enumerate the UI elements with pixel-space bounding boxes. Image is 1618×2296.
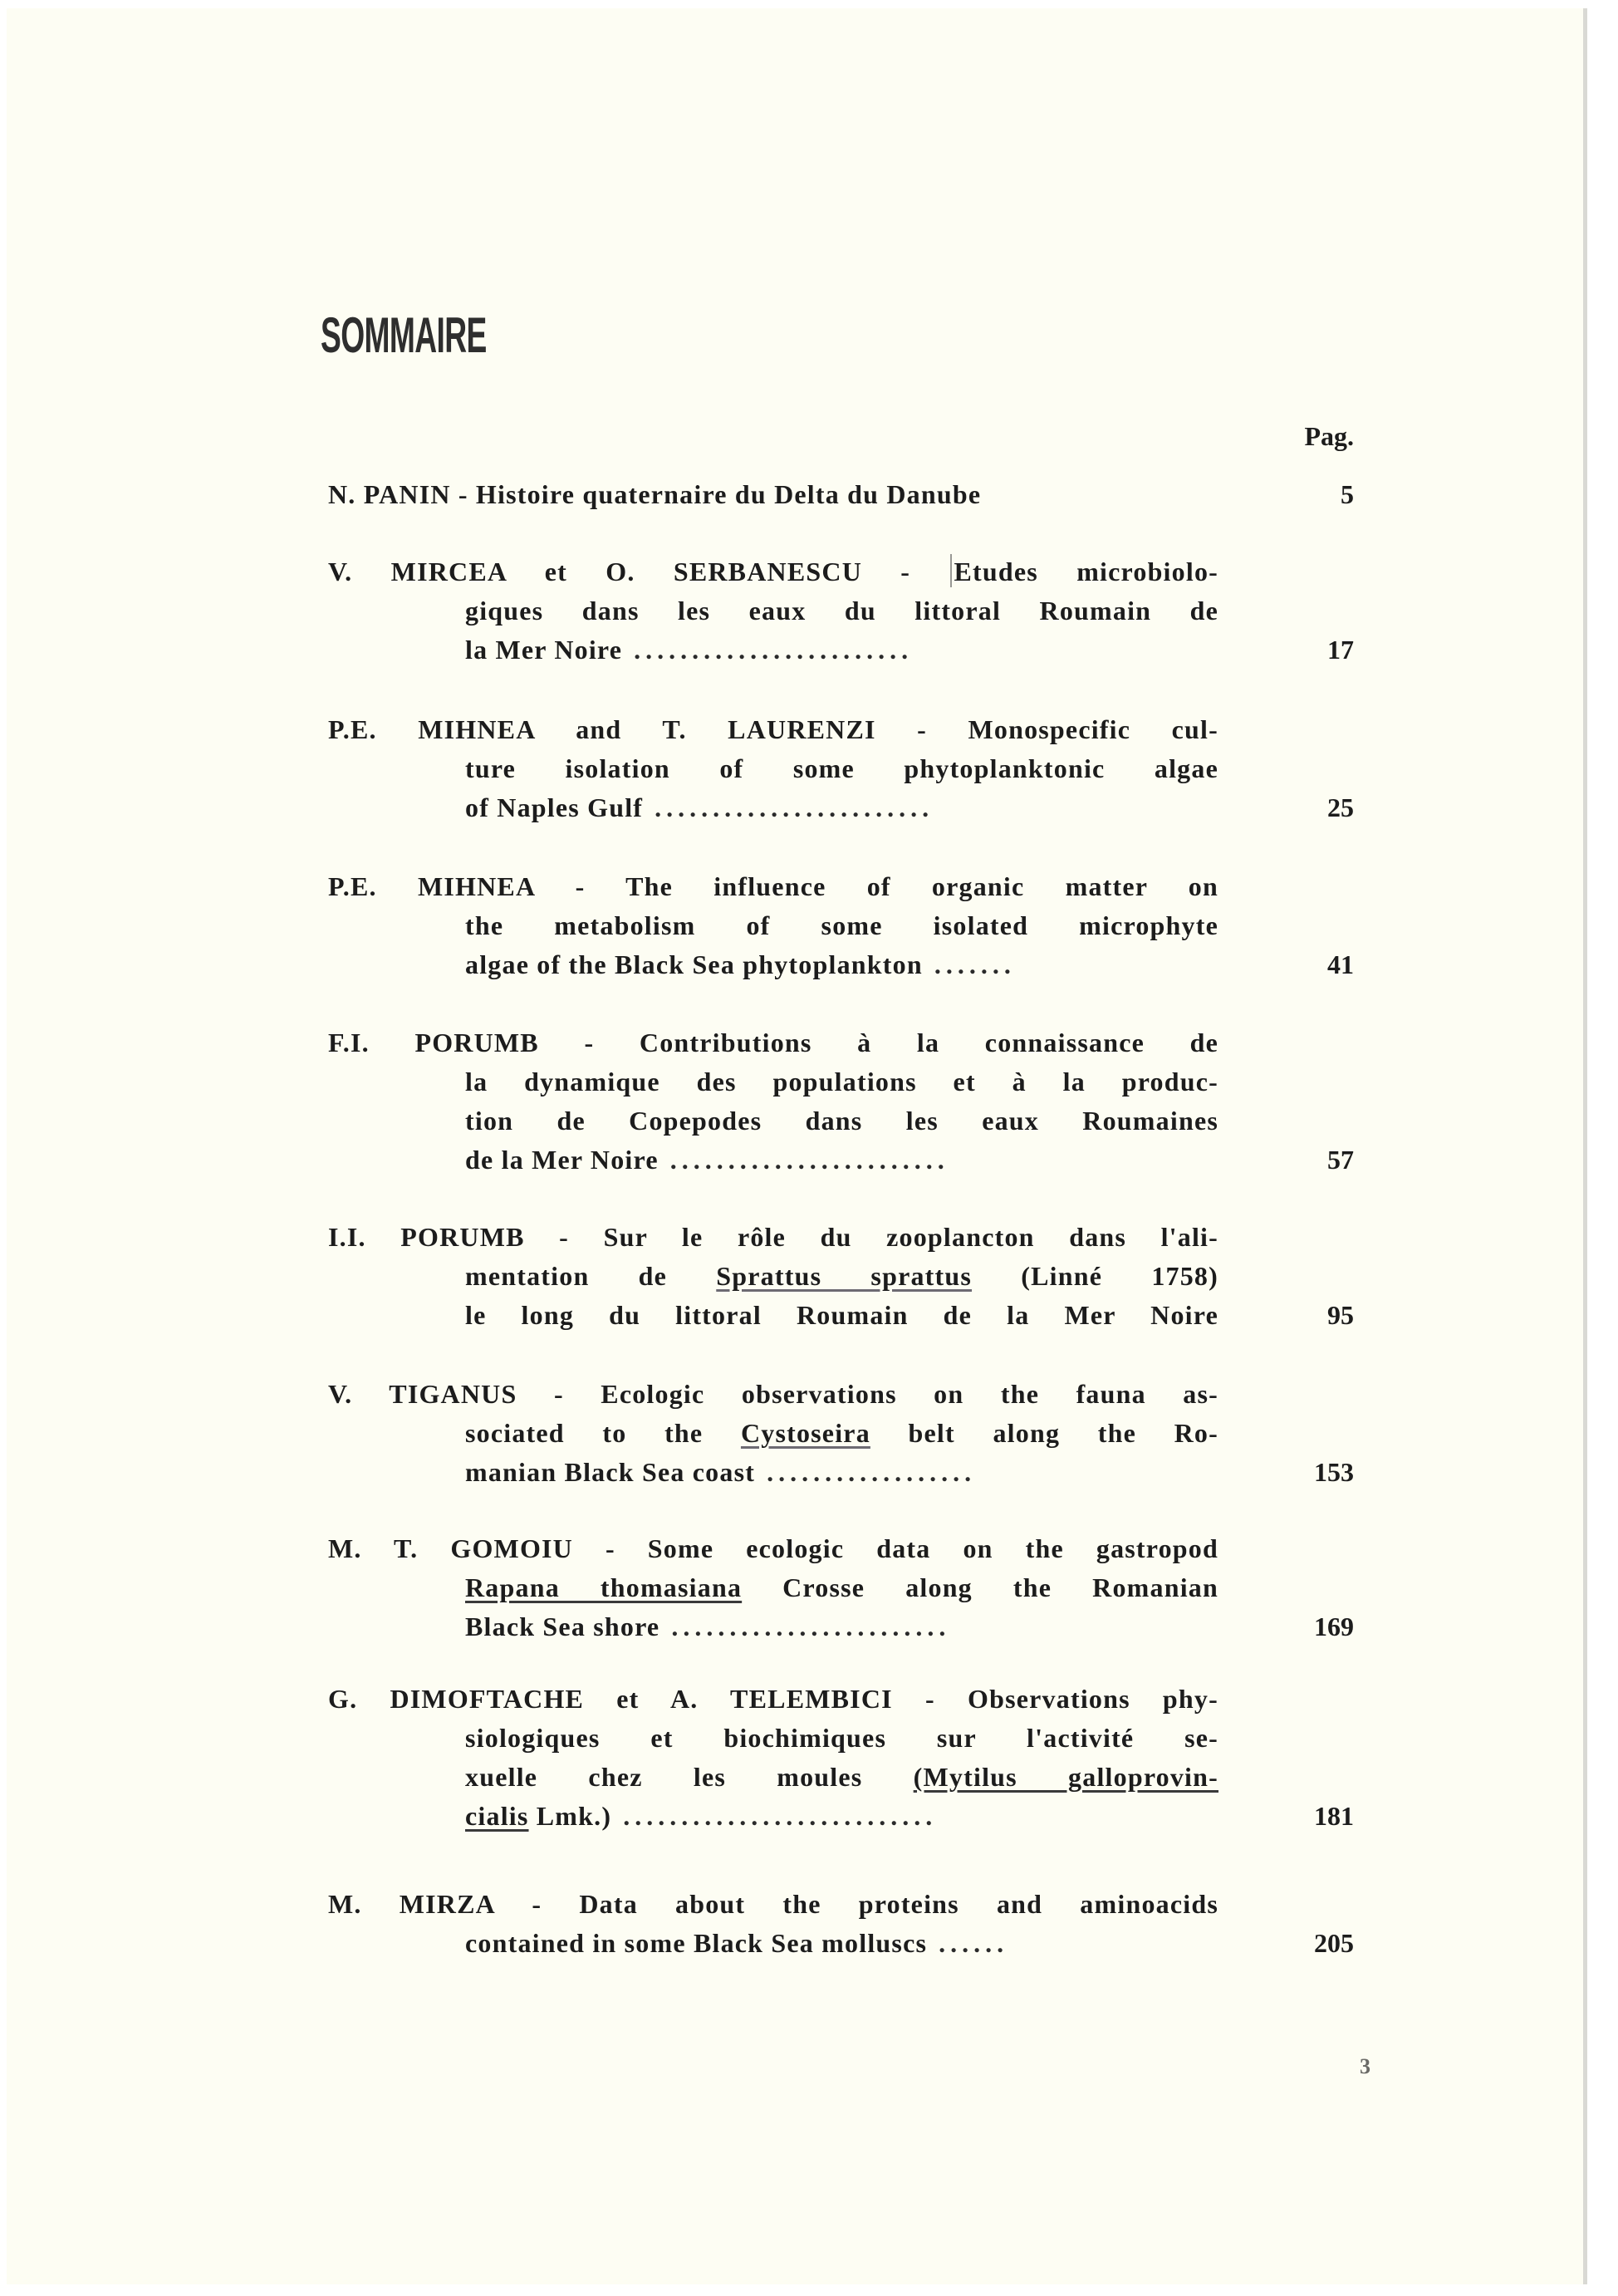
- toc-entry-page: 205: [1314, 1928, 1354, 1958]
- toc-entry-line: [465, 1453, 1218, 1492]
- title-text: mentation de: [465, 1261, 668, 1291]
- toc-entry-line: [465, 1257, 1218, 1296]
- toc-entry-line: la dynamique des populations et à la produc-: [465, 1067, 1218, 1096]
- species-name: Sprattus sprattus: [716, 1261, 973, 1291]
- toc-entry-line: [465, 1924, 1218, 1963]
- title-text: Etudes microbiolo-: [954, 557, 1218, 586]
- toc-entry-line: V. TIGANUS - Ecologic observations on the fauna as-: [328, 1379, 1218, 1409]
- toc-entry-line: [465, 1141, 1218, 1180]
- title-text: Crosse along the Romanian: [782, 1572, 1218, 1602]
- toc-entry-page: 95: [1327, 1300, 1354, 1330]
- toc-entry-line: [465, 1758, 1218, 1797]
- toc-entry-page: 25: [1327, 792, 1354, 822]
- toc-entry-line: ture isolation of some phytoplanktonic algae: [465, 753, 1218, 783]
- toc-entry-line: M. MIRZA - Data about the proteins and aminoacids: [328, 1889, 1218, 1919]
- toc-entry-line: the metabolism of some isolated microphyte: [465, 910, 1218, 940]
- toc-entry-page: 153: [1314, 1457, 1354, 1487]
- page-title: SOMMAIRE: [321, 307, 487, 363]
- scan-mark: [950, 554, 952, 587]
- title-text: la Mer Noire: [465, 635, 623, 665]
- toc-entry[interactable]: [328, 1885, 1354, 1963]
- title-text: de la Mer Noire: [465, 1145, 659, 1175]
- toc-entry-line: [465, 1797, 1218, 1836]
- title-text: of Naples Gulf: [465, 792, 644, 822]
- title-text: manian Black Sea coast: [465, 1457, 756, 1487]
- dot-leader: ........................: [655, 792, 934, 822]
- toc-entry-line: [465, 1607, 1218, 1646]
- toc-entry[interactable]: [328, 552, 1354, 670]
- toc-entry[interactable]: [328, 1529, 1354, 1646]
- dot-leader: ......: [939, 1928, 1009, 1958]
- page-number: 3: [1360, 2054, 1370, 2078]
- toc-entry-text: N. PANIN - Histoire quaternaire du Delta du Danube: [328, 479, 982, 509]
- toc-entry-line: [465, 630, 1218, 670]
- toc-entry-line: P.E. MIHNEA and T. LAURENZI - Monospecific cul-: [328, 714, 1218, 744]
- toc-entry[interactable]: [328, 710, 1354, 827]
- toc-entry-line: F.I. PORUMB - Contributions à la connaissance de: [328, 1028, 1218, 1057]
- toc-entry[interactable]: [328, 1023, 1354, 1180]
- dot-leader: ...........................: [623, 1801, 938, 1831]
- dot-leader: .......: [934, 949, 1016, 979]
- author-text: V. MIRCEA et O. SERBANESCU -: [328, 557, 911, 586]
- toc-entry[interactable]: [328, 867, 1354, 984]
- dot-leader: ........................: [634, 635, 914, 665]
- toc-entry-line: G. DIMOFTACHE et A. TELEMBICI - Observations phy-: [328, 1684, 1218, 1714]
- dot-leader: ..................: [767, 1457, 977, 1487]
- dot-leader: ........................: [671, 1612, 951, 1641]
- page-column-header: Pag.: [1304, 421, 1354, 451]
- title-text: algae of the Black Sea phytoplankton: [465, 949, 923, 979]
- title-text: [465, 1797, 623, 1836]
- toc-entry-page: 5: [1341, 479, 1354, 509]
- species-name: Cystoseira: [740, 1418, 870, 1448]
- toc-entry[interactable]: [328, 1680, 1354, 1836]
- species-name: (Mytilus galloprovin-: [913, 1762, 1218, 1792]
- toc-entry-line: M. T. GOMOIU - Some ecologic data on the gastropod: [328, 1533, 1218, 1563]
- toc-entry-line: giques dans les eaux du littoral Roumain de: [465, 596, 1218, 626]
- toc-entry-page: 57: [1327, 1145, 1354, 1175]
- toc-entry-page: 169: [1314, 1612, 1354, 1641]
- title-text: Lmk.): [536, 1801, 612, 1831]
- toc-entry-line: [465, 945, 1218, 984]
- toc-entry-line: [328, 552, 1218, 591]
- toc-entry-line: [465, 1568, 1218, 1607]
- toc-entry-line: [465, 788, 1218, 827]
- toc-entry-line: siologiques et biochimiques sur l'activité se-: [465, 1723, 1218, 1753]
- toc-entry-page: 17: [1327, 635, 1354, 665]
- toc-entry[interactable]: [328, 1218, 1354, 1335]
- title-text: (Linné 1758): [1021, 1261, 1218, 1291]
- species-name: Rapana thomasiana: [465, 1572, 743, 1602]
- title-text: sociated to the: [465, 1418, 704, 1448]
- title-text: belt along the Ro-: [908, 1418, 1218, 1448]
- species-name: cialis: [465, 1801, 529, 1831]
- dot-leader: ........................: [669, 1145, 949, 1175]
- toc-entry-page: 41: [1327, 949, 1354, 979]
- title-text: contained in some Black Sea molluscs: [465, 1928, 928, 1958]
- toc-entry-page: 181: [1314, 1801, 1354, 1831]
- toc-entry-line: [465, 1414, 1218, 1453]
- toc-entry[interactable]: [328, 1375, 1354, 1492]
- toc-entry-line: I.I. PORUMB - Sur le rôle du zooplancton dans l'ali-: [328, 1222, 1218, 1252]
- toc-entry-line: le long du littoral Roumain de la Mer Noire: [465, 1300, 1218, 1330]
- toc-entry-line: P.E. MIHNEA - The influence of organic matter on: [328, 871, 1218, 901]
- title-text: Black Sea shore: [465, 1612, 660, 1641]
- toc-entry-line: tion de Copepodes dans les eaux Roumaines: [465, 1106, 1218, 1136]
- toc-entry[interactable]: [328, 475, 1354, 514]
- title-text: xuelle chez les moules: [465, 1762, 863, 1792]
